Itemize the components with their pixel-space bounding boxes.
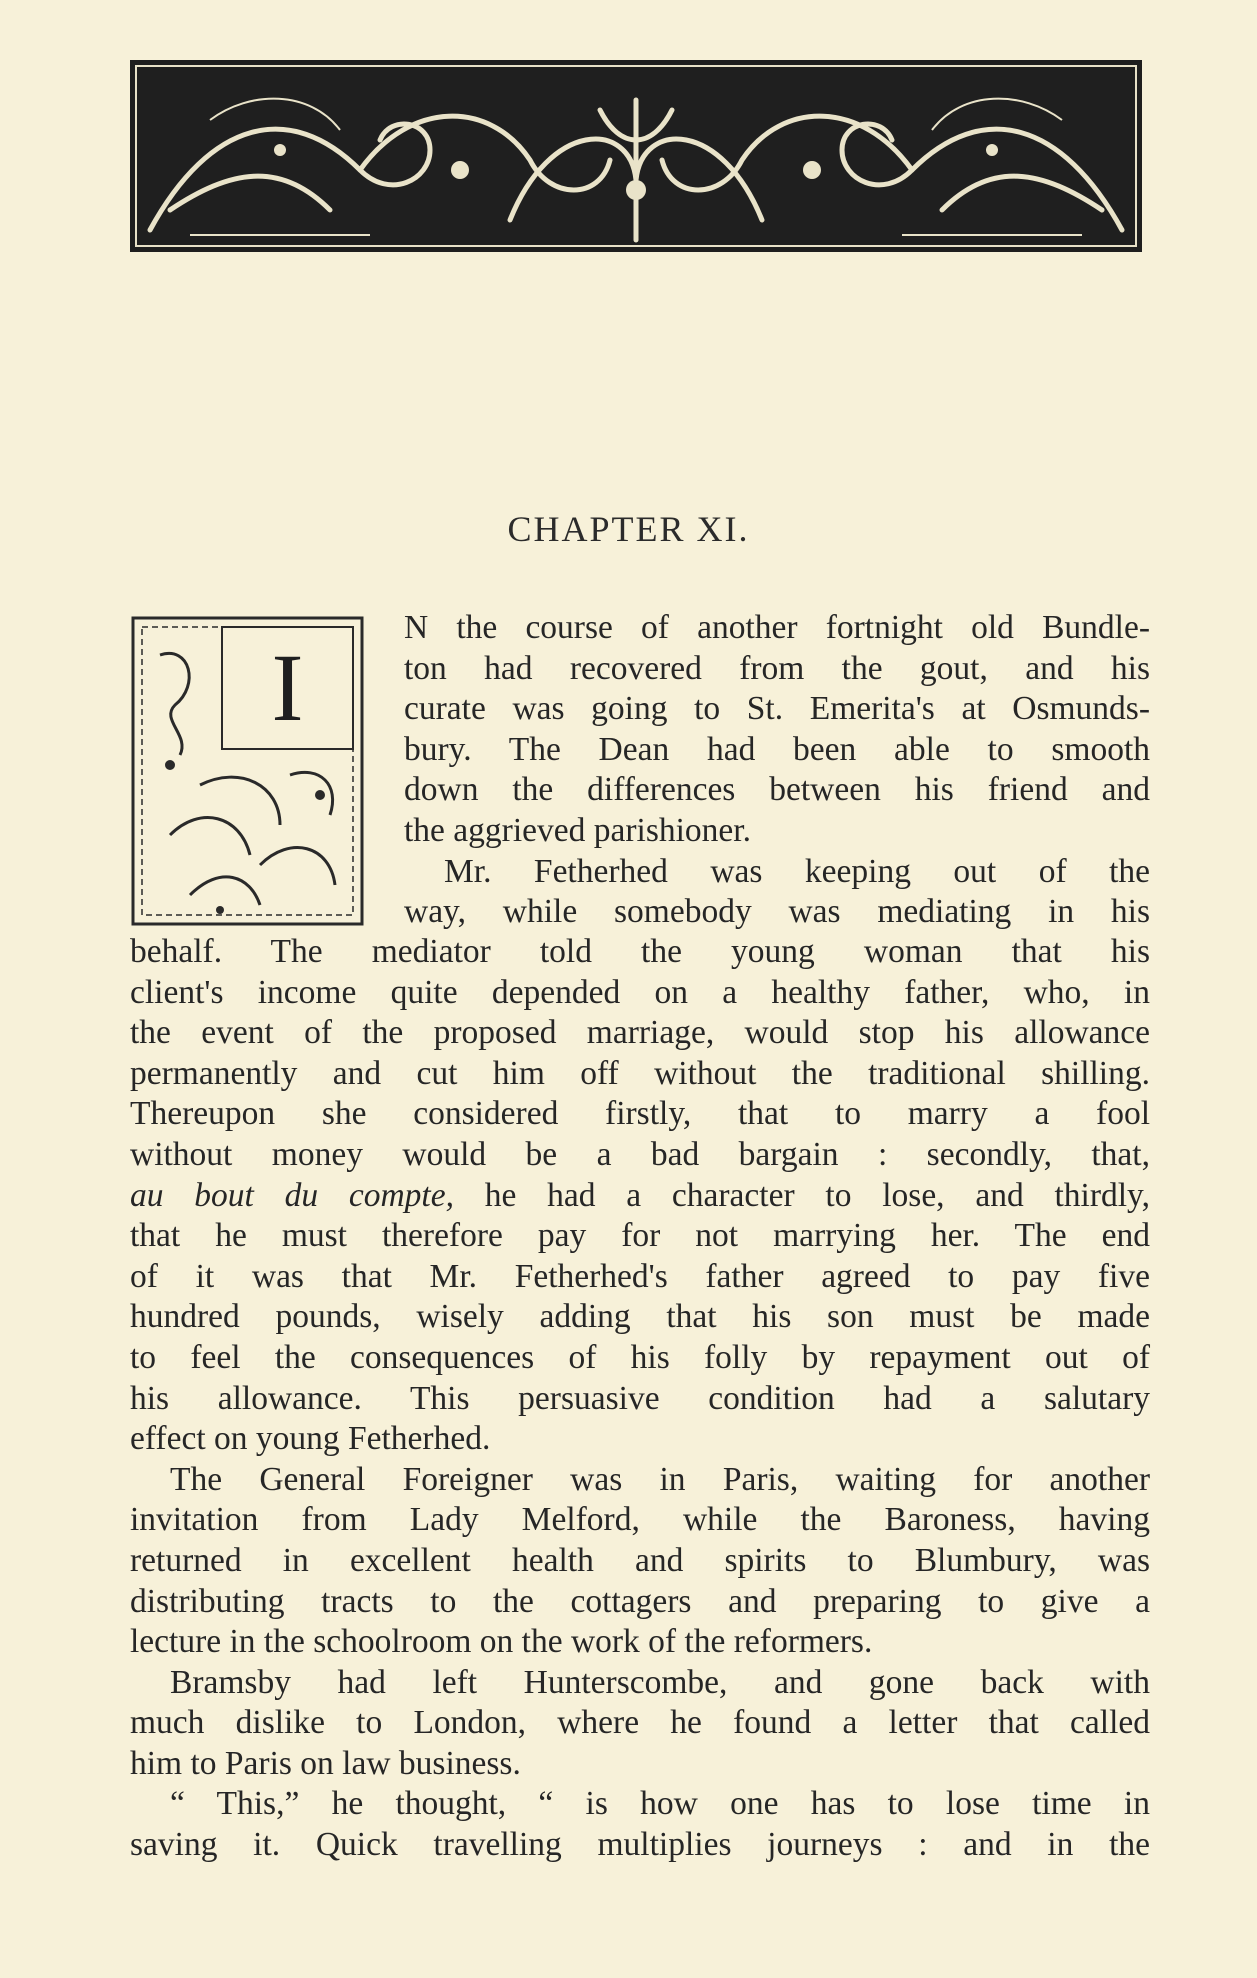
text-line: of it was that Mr. Fetherhed's father agreed to pay five — [130, 1257, 1150, 1295]
chapter-title: CHAPTER XI. — [507, 509, 750, 549]
text-line: N the course of another fortnight old Bundle- — [404, 609, 1150, 646]
text-line: much dislike to London, where he found a letter that called — [130, 1704, 1150, 1742]
text-line: way, while somebody was mediating in his — [404, 893, 1150, 931]
text-line: hundred pounds, wisely adding that his son must be made — [130, 1298, 1150, 1336]
decorated-drop-cap — [130, 615, 365, 927]
text-line: invitation from Lady Melford, while the Baroness, having — [130, 1501, 1150, 1539]
text-line: returned in excellent health and spirits to Blumbury, was — [130, 1541, 1150, 1579]
text-line: him to Paris on law business. — [130, 1744, 521, 1782]
text-line: the aggrieved parishioner. — [404, 811, 751, 849]
text-line: behalf. The mediator told the young woman that his — [130, 933, 1150, 970]
text-line: Mr. Fetherhed was keeping out of the — [444, 852, 1150, 890]
drop-cap-letter: I — [271, 634, 304, 741]
opening-paragraph — [404, 608, 1150, 933]
text-line: client's income quite depended on a healthy father, who, in — [130, 973, 1150, 1011]
text-line: the event of the proposed marriage, would stop his allowance — [130, 1014, 1150, 1052]
text-line: his allowance. This persuasive condition had a salutary — [130, 1379, 1150, 1417]
text-line: to feel the consequences of his folly by repayment out of — [130, 1338, 1150, 1376]
text-line: saving it. Quick travelling multiplies journeys : and in the — [130, 1826, 1150, 1864]
text-line: distributing tracts to the cottagers and preparing to give a — [130, 1582, 1150, 1620]
text-line: ton had recovered from the gout, and his — [404, 649, 1150, 687]
italic-phrase: au bout du compte, — [130, 1176, 454, 1214]
text-line: permanently and cut him off without the traditional shilling. — [130, 1054, 1150, 1092]
text-line: “ This,” he thought, “ is how one has to lose time in — [170, 1785, 1150, 1823]
text-line: that he must therefore pay for not marrying her. The end — [130, 1217, 1150, 1255]
text-line: without money would be a bad bargain : secondly, that, — [130, 1135, 1150, 1173]
text-line: lecture in the schoolroom on the work of the reformers. — [130, 1623, 873, 1661]
text-line: Thereupon she considered firstly, that to marry a fool — [130, 1095, 1150, 1133]
text-line: bury. The Dean had been able to smooth — [404, 730, 1150, 768]
text-line: curate was going to St. Emerita's at Osmunds- — [404, 690, 1150, 728]
text-line: au bout du compte, he had a character to lose, and thirdly, — [130, 1176, 1150, 1214]
text-line: down the differences between his friend and — [404, 771, 1150, 809]
text-line: The General Foreigner was in Paris, waiting for another — [170, 1460, 1150, 1498]
body-text — [130, 932, 1150, 1866]
text-line: Bramsby had left Hunterscombe, and gone back with — [170, 1663, 1150, 1701]
text-line: effect on young Fetherhed. — [130, 1420, 491, 1458]
ornamental-headpiece — [130, 60, 1142, 252]
